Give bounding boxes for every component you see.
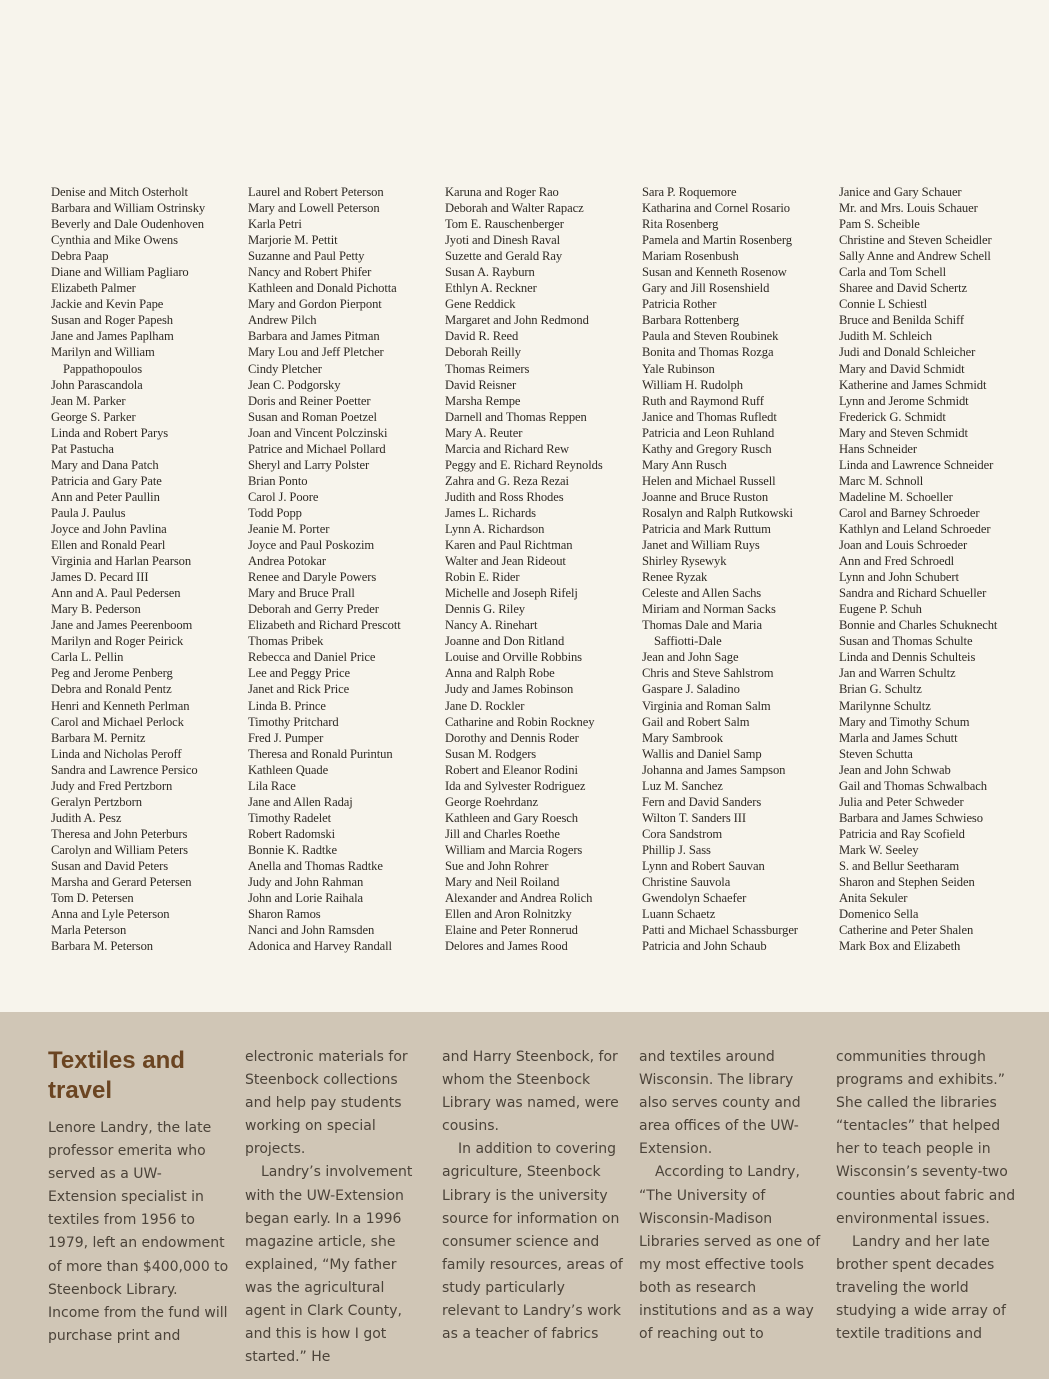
donor-name: Janice and Thomas Rufledt: [642, 409, 777, 424]
donor-name: Linda B. Prince: [248, 698, 326, 713]
article-paragraph: and textiles around Wisconsin. The library also serves county and area offices of the UW-Extension.: [639, 1049, 801, 1158]
donor-name: Deborah Reilly: [445, 345, 521, 360]
donor-name: Bonita and Thomas Rozga: [642, 345, 774, 360]
donor-name: Bonnie and Charles Schuknecht: [839, 618, 998, 633]
donor-name: Gary and Jill Rosenshield: [642, 281, 770, 296]
donor-name: Sharon Ramos: [248, 907, 321, 922]
donor-name: Katharina and Cornel Rosario: [642, 201, 790, 216]
donor-name: Marc M. Schnoll: [839, 473, 924, 488]
article-column-5: [836, 1046, 1033, 1369]
donor-name: Kathleen Quade: [248, 762, 329, 777]
donor-name: Renee Ryzak: [642, 570, 708, 585]
donor-name: Jean M. Parker: [51, 393, 126, 408]
donor-name: Jan and Warren Schultz: [839, 666, 956, 681]
donor-name: Mariam Rosenbush: [642, 249, 739, 264]
donor-name: Mary and Lowell Peterson: [248, 201, 380, 216]
donor-name: Rita Rosenberg: [642, 217, 719, 232]
donor-name: Virginia and Harlan Pearson: [51, 554, 192, 569]
donor-name: Delores and James Rood: [445, 939, 568, 954]
donor-name: Suzanne and Paul Petty: [248, 249, 365, 264]
donor-name: Ann and Fred Schroedl: [839, 554, 955, 569]
donor-name: Jean C. Podgorsky: [248, 377, 341, 392]
donor-name: John and Lorie Raihala: [248, 891, 363, 906]
donor-name: Thomas Reimers: [445, 361, 530, 376]
article-headline: Textiles and travel: [48, 1047, 185, 1104]
donor-name: Elizabeth Palmer: [51, 281, 136, 296]
donor-name: Catherine and Peter Shalen: [839, 923, 974, 938]
donor-name: Bruce and Benilda Schiff: [839, 313, 965, 328]
donor-name: S. and Bellur Seetharam: [839, 858, 960, 873]
donor-name: Helen and Michael Russell: [642, 473, 776, 488]
donor-name: Judy and James Robinson: [445, 682, 574, 697]
donor-name: Anella and Thomas Radtke: [248, 858, 383, 873]
donor-name: Mark Box and Elizabeth: [839, 939, 961, 954]
donor-column-3: [445, 184, 642, 954]
donor-name: Steven Schutta: [839, 746, 913, 761]
donor-name: Cora Sandstrom: [642, 826, 723, 841]
donor-name: Eugene P. Schuh: [839, 602, 922, 617]
donor-name: Lynn A. Richardson: [445, 521, 545, 536]
article-paragraph: and Harry Steenbock, for whom the Steenbock Library was named, were cousins.: [442, 1049, 619, 1135]
article-column-4: [639, 1046, 836, 1369]
donor-name: Gail and Robert Salm: [642, 714, 750, 729]
donor-name: Jyoti and Dinesh Raval: [445, 233, 560, 248]
donor-name: Pam S. Scheible: [839, 217, 920, 232]
donor-name: Pappathopoulos: [63, 361, 143, 376]
donor-name: Judy and John Rahman: [248, 875, 364, 890]
donor-name: Judy and Fred Pertzborn: [51, 778, 173, 793]
donor-name: Kathleen and Gary Roesch: [445, 810, 578, 825]
donor-name: Timothy Radelet: [248, 810, 332, 825]
donor-name: Walter and Jean Rideout: [445, 554, 566, 569]
donor-name: Marilynne Schultz: [839, 698, 931, 713]
donor-name: Theresa and John Peterburs: [51, 826, 188, 841]
donor-name: George Roehrdanz: [445, 794, 538, 809]
donor-name: Jeanie M. Porter: [248, 521, 330, 536]
donor-name: Karla Petri: [248, 217, 302, 232]
donor-name: Sheryl and Larry Polster: [248, 457, 370, 472]
donor-name: Shirley Rysewyk: [642, 554, 727, 569]
donor-name: Connie L Schiestl: [839, 297, 928, 312]
donor-name: Adonica and Harvey Randall: [248, 939, 392, 954]
donor-name: Robin E. Rider: [445, 570, 520, 585]
donor-name: Lynn and John Schubert: [839, 570, 959, 585]
donor-name: Kathleen and Donald Pichotta: [248, 281, 397, 296]
donor-name: Chris and Steve Sahlstrom: [642, 666, 774, 681]
donor-name: Mary and David Schmidt: [839, 361, 965, 376]
donor-name: Patrice and Michael Pollard: [248, 441, 386, 456]
article-paragraph: Lenore Landry, the late professor emerita who served as a UW-Extension specialist in textiles from 1956 to 1979, left an endowment of more than $400,000 to Steenbock Library. Income from the fund will purchase print and: [48, 1120, 229, 1344]
donor-name: Janice and Gary Schauer: [839, 185, 962, 199]
donor-name: Mary Lou and Jeff Pletcher: [248, 345, 384, 360]
donor-name: Johanna and James Sampson: [642, 762, 786, 777]
donor-name: Lila Race: [248, 778, 296, 793]
donor-list: [51, 184, 1041, 954]
donor-name: Michelle and Joseph Rifelj: [445, 586, 578, 601]
donor-name: Saffiotti-Dale: [654, 634, 722, 649]
donor-name: Joyce and John Pavlina: [51, 521, 167, 536]
article-column-2: [245, 1046, 442, 1369]
donor-name: Susan and David Peters: [51, 858, 169, 873]
donor-name: Patricia and John Schaub: [642, 939, 767, 954]
article-paragraph: Landry and her late brother spent decades traveling the world studying a wide array of textile traditions and: [836, 1233, 1006, 1343]
donor-name: Mary and Dana Patch: [51, 457, 159, 472]
donor-name: Carla L. Pellin: [51, 650, 124, 665]
donor-name: Elizabeth and Richard Prescott: [248, 618, 401, 633]
donor-name: Debra and Ronald Pentz: [51, 682, 172, 697]
donor-name: Linda and Lawrence Schneider: [839, 457, 994, 472]
donor-name: Gail and Thomas Schwalbach: [839, 778, 987, 793]
donor-name: Linda and Robert Parys: [51, 425, 169, 440]
donor-name: Marilyn and William: [51, 345, 155, 360]
donor-name: Jean and John Schwab: [839, 762, 951, 777]
donor-name: Judi and Donald Schleicher: [839, 345, 976, 360]
donor-name: Paula J. Paulus: [51, 505, 126, 520]
donor-name: Henri and Kenneth Perlman: [51, 698, 190, 713]
donor-name: Jane and James Peerenboom: [51, 618, 193, 633]
donor-name: Lee and Peggy Price: [248, 666, 350, 681]
donor-name: Phillip J. Sass: [642, 842, 711, 857]
donor-name: Gene Reddick: [445, 297, 516, 312]
donor-name: Carolyn and William Peters: [51, 842, 188, 857]
article-column-1: [48, 1046, 245, 1369]
donor-name: Suzette and Gerald Ray: [445, 249, 563, 264]
donor-name: Ann and Peter Paullin: [51, 489, 160, 504]
donor-name: Joyce and Paul Poskozim: [248, 538, 375, 553]
donor-name: Carol and Barney Schroeder: [839, 505, 980, 520]
donor-name: Joanne and Don Ritland: [445, 634, 565, 649]
donor-name: Frederick G. Schmidt: [839, 409, 946, 424]
donor-column-2: [248, 184, 445, 954]
donor-name: Robert and Eleanor Rodini: [445, 762, 578, 777]
donor-name: Judith A. Pesz: [51, 810, 122, 825]
donor-name: Luz M. Sanchez: [642, 778, 723, 793]
donor-column-1: [51, 184, 248, 954]
donor-name: Paula and Steven Roubinek: [642, 329, 779, 344]
donor-name: Mary A. Reuter: [445, 425, 523, 440]
donor-name: Bonnie K. Radtke: [248, 842, 337, 857]
donor-name: Barbara and William Ostrinsky: [51, 201, 206, 216]
donor-name: Mary and Timothy Schum: [839, 714, 970, 729]
article-paragraph: Landry’s involvement with the UW-Extension began early. In a 1996 magazine article, she explained, “My father was the agricultural agent in Clark County, and this is how I got started.” He: [245, 1164, 413, 1366]
donor-name: Tom D. Petersen: [51, 891, 134, 906]
donor-name: Barbara M. Peterson: [51, 939, 153, 954]
donor-name: Marla and James Schutt: [839, 730, 958, 745]
donor-name: Carol and Michael Perlock: [51, 714, 184, 729]
donor-name: Ann and A. Paul Pedersen: [51, 586, 181, 601]
article-paragraph: electronic materials for Steenbock collections and help pay students working on special projects.: [245, 1049, 408, 1158]
donor-name: Margaret and John Redmond: [445, 313, 589, 328]
donor-name: Sally Anne and Andrew Schell: [839, 249, 991, 264]
donor-name: Dennis G. Riley: [445, 602, 526, 617]
donor-name: Katherine and James Schmidt: [839, 377, 987, 392]
donor-name: William and Marcia Rogers: [445, 842, 583, 857]
donor-name: Carla and Tom Schell: [839, 265, 947, 280]
donor-name: Jill and Charles Roethe: [445, 826, 560, 841]
donor-name: Elaine and Peter Ronnerud: [445, 923, 578, 938]
donor-name: Ethlyn A. Reckner: [445, 281, 537, 296]
donor-name: Jane D. Rockler: [445, 698, 525, 713]
donor-name: Rebecca and Daniel Price: [248, 650, 376, 665]
donor-name: Anita Sekuler: [839, 891, 908, 906]
donor-name: James D. Pecard III: [51, 570, 149, 585]
donor-name: Wilton T. Sanders III: [642, 810, 746, 825]
donor-name: Joan and Vincent Polczinski: [248, 425, 388, 440]
donor-column-5: [839, 184, 1036, 954]
donor-name: Mary and Gordon Pierpont: [248, 297, 382, 312]
donor-name: Celeste and Allen Sachs: [642, 586, 762, 601]
donor-name: Fern and David Sanders: [642, 794, 762, 809]
donor-name: Cindy Pletcher: [248, 361, 322, 376]
donor-name: Janet and William Ruys: [642, 538, 760, 553]
donor-name: Theresa and Ronald Purintun: [248, 746, 393, 761]
donor-name: Sharon and Stephen Seiden: [839, 875, 975, 890]
donor-name: William H. Rudolph: [642, 377, 743, 392]
donor-name: Kathlyn and Leland Schroeder: [839, 521, 991, 536]
donor-column-4: [642, 184, 839, 954]
donor-name: Joan and Louis Schroeder: [839, 538, 968, 553]
donor-name: Kathy and Gregory Rusch: [642, 441, 772, 456]
donor-name: Judith and Ross Rhodes: [445, 489, 564, 504]
donor-name: Marla Peterson: [51, 923, 127, 938]
donor-name: Marcia and Richard Rew: [445, 441, 570, 456]
donor-name: Fred J. Pumper: [248, 730, 324, 745]
donor-name: Ellen and Ronald Pearl: [51, 538, 166, 553]
donor-name: Barbara and James Pitman: [248, 329, 380, 344]
donor-name: Mary and Bruce Prall: [248, 586, 355, 601]
donor-name: Mark W. Seeley: [839, 842, 919, 857]
article-band: [0, 1012, 1049, 1379]
donor-name: Wallis and Daniel Samp: [642, 746, 762, 761]
donor-name: Patricia and Gary Pate: [51, 473, 162, 488]
donor-name: Lynn and Robert Sauvan: [642, 858, 765, 873]
donor-name: Marsha Rempe: [445, 393, 521, 408]
donor-name: Nanci and John Ramsden: [248, 923, 375, 938]
donor-name: Susan and Kenneth Rosenow: [642, 265, 787, 280]
donor-name: Pamela and Martin Rosenberg: [642, 233, 792, 248]
donor-name: Alexander and Andrea Rolich: [445, 891, 593, 906]
donor-name: Julia and Peter Schweder: [839, 794, 964, 809]
donor-name: Linda and Dennis Schulteis: [839, 650, 976, 665]
donor-name: John Parascandola: [51, 377, 143, 392]
donor-name: Gaspare J. Saladino: [642, 682, 740, 697]
donor-name: Christine Sauvola: [642, 875, 731, 890]
donor-name: Patricia and Leon Ruhland: [642, 425, 775, 440]
donor-name: Ida and Sylvester Rodriguez: [445, 778, 586, 793]
donor-name: Linda and Nicholas Peroff: [51, 746, 182, 761]
donor-name: Karuna and Roger Rao: [445, 185, 559, 199]
donor-name: Timothy Pritchard: [248, 714, 339, 729]
donor-name: Diane and William Pagliaro: [51, 265, 189, 280]
donor-name: Tom E. Rauschenberger: [445, 217, 564, 232]
donor-name: Todd Popp: [248, 505, 302, 520]
donor-name: Thomas Pribek: [248, 634, 324, 649]
donor-name: Marsha and Gerard Petersen: [51, 875, 192, 890]
donor-name: Brian Ponto: [248, 473, 308, 488]
donor-name: Sharee and David Schertz: [839, 281, 968, 296]
donor-name: Deborah and Gerry Preder: [248, 602, 379, 617]
donor-name: Andrea Potokar: [248, 554, 326, 569]
donor-name: Pat Pastucha: [51, 441, 114, 456]
donor-name: Mary B. Pederson: [51, 602, 141, 617]
donor-name: Virginia and Roman Salm: [642, 698, 771, 713]
donor-name: David R. Reed: [445, 329, 519, 344]
donor-name: Susan M. Rodgers: [445, 746, 537, 761]
donor-name: Andrew Pilch: [248, 313, 317, 328]
donor-name: Marjorie M. Pettit: [248, 233, 338, 248]
donor-name: Anna and Lyle Peterson: [51, 907, 170, 922]
donor-name: Louise and Orville Robbins: [445, 650, 582, 665]
article-column-3: [442, 1046, 639, 1369]
donor-name: Mary and Steven Schmidt: [839, 425, 968, 440]
article-paragraph: According to Landry, “The University of Wisconsin-Madison Libraries served as one of my most effective tools both as research institutions and as a way of reaching out to: [639, 1164, 821, 1343]
donor-name: Barbara and James Schwieso: [839, 810, 983, 825]
donor-name: Mary and Neil Roiland: [445, 875, 560, 890]
donor-name: Jane and James Paplham: [51, 329, 174, 344]
donor-name: Laurel and Robert Peterson: [248, 185, 384, 199]
donor-name: Rosalyn and Ralph Rutkowski: [642, 505, 793, 520]
donor-name: Ruth and Raymond Ruff: [642, 393, 764, 408]
donor-name: Patricia and Ray Scofield: [839, 826, 965, 841]
donor-name: Beverly and Dale Oudenhoven: [51, 217, 204, 232]
donor-name: Susan A. Rayburn: [445, 265, 535, 280]
donor-name: Peg and Jerome Penberg: [51, 666, 173, 681]
donor-name: Domenico Sella: [839, 907, 919, 922]
donor-name: Madeline M. Schoeller: [839, 489, 953, 504]
article-paragraph: In addition to covering agriculture, Steenbock Library is the university source for information on consumer science and family resources, areas of study particularly relevant to Landry’s work as a teacher of fabrics: [442, 1141, 623, 1343]
donor-name: Marilyn and Roger Peirick: [51, 634, 184, 649]
donor-name: James L. Richards: [445, 505, 536, 520]
donor-name: Sara P. Roquemore: [642, 185, 737, 199]
donor-name: Patti and Michael Schassburger: [642, 923, 798, 938]
donor-name: Thomas Dale and Maria: [642, 618, 762, 633]
donor-name: Miriam and Norman Sacks: [642, 602, 776, 617]
donor-name: Yale Rubinson: [642, 361, 715, 376]
donor-name: George S. Parker: [51, 409, 136, 424]
donor-name: Judith M. Schleich: [839, 329, 932, 344]
donor-name: Jane and Allen Radaj: [248, 794, 353, 809]
donor-name: Jean and John Sage: [642, 650, 739, 665]
donor-name: Patricia and Mark Ruttum: [642, 521, 771, 536]
donor-name: Christine and Steven Scheidler: [839, 233, 992, 248]
donor-name: Renee and Daryle Powers: [248, 570, 377, 585]
donor-name: Robert Radomski: [248, 826, 336, 841]
donor-name: Dorothy and Dennis Roder: [445, 730, 579, 745]
donor-name: Brian G. Schultz: [839, 682, 922, 697]
donor-name: Susan and Roman Poetzel: [248, 409, 377, 424]
donor-name: Zahra and G. Reza Rezai: [445, 473, 569, 488]
donor-name: Lynn and Jerome Schmidt: [839, 393, 969, 408]
donor-name: Susan and Roger Papesh: [51, 313, 173, 328]
donor-name: Sue and John Rohrer: [445, 858, 549, 873]
donor-name: Patricia Rother: [642, 297, 717, 312]
donor-name: Barbara M. Pernitz: [51, 730, 146, 745]
donor-name: Janet and Rick Price: [248, 682, 350, 697]
donor-name: Deborah and Walter Rapacz: [445, 201, 584, 216]
donor-name: Carol J. Poore: [248, 489, 319, 504]
donor-name: Denise and Mitch Osterholt: [51, 185, 188, 199]
donor-name: Mr. and Mrs. Louis Schauer: [839, 201, 978, 216]
donor-name: Geralyn Pertzborn: [51, 794, 142, 809]
donor-name: Sandra and Richard Schueller: [839, 586, 987, 601]
donor-name: Sandra and Lawrence Persico: [51, 762, 198, 777]
donor-name: Karen and Paul Richtman: [445, 538, 573, 553]
donor-name: Nancy and Robert Phifer: [248, 265, 372, 280]
donor-name: Ellen and Aron Rolnitzky: [445, 907, 572, 922]
donor-name: Susan and Thomas Schulte: [839, 634, 973, 649]
article-paragraph: communities through programs and exhibits.” She called the libraries “tentacles” that helped her to teach people in Wisconsin’s seventy-two counties about fabric and environmental issues.: [836, 1049, 1016, 1227]
donor-name: Hans Schneider: [839, 441, 917, 456]
donor-name: Joanne and Bruce Ruston: [642, 489, 769, 504]
donor-name: Nancy A. Rinehart: [445, 618, 538, 633]
donor-name: Barbara Rottenberg: [642, 313, 739, 328]
donor-name: Luann Schaetz: [642, 907, 716, 922]
donor-name: Doris and Reiner Poetter: [248, 393, 371, 408]
donor-name: Gwendolyn Schaefer: [642, 891, 747, 906]
donor-name: Cynthia and Mike Owens: [51, 233, 178, 248]
donor-name: Debra Paap: [51, 249, 109, 264]
donor-name: Darnell and Thomas Reppen: [445, 409, 587, 424]
donor-name: Catharine and Robin Rockney: [445, 714, 595, 729]
donor-name: Anna and Ralph Robe: [445, 666, 555, 681]
donor-name: Mary Sambrook: [642, 730, 723, 745]
donor-name: Jackie and Kevin Pape: [51, 297, 164, 312]
donor-name: Peggy and E. Richard Reynolds: [445, 457, 603, 472]
donor-name: Mary Ann Rusch: [642, 457, 727, 472]
donor-name: David Reisner: [445, 377, 517, 392]
